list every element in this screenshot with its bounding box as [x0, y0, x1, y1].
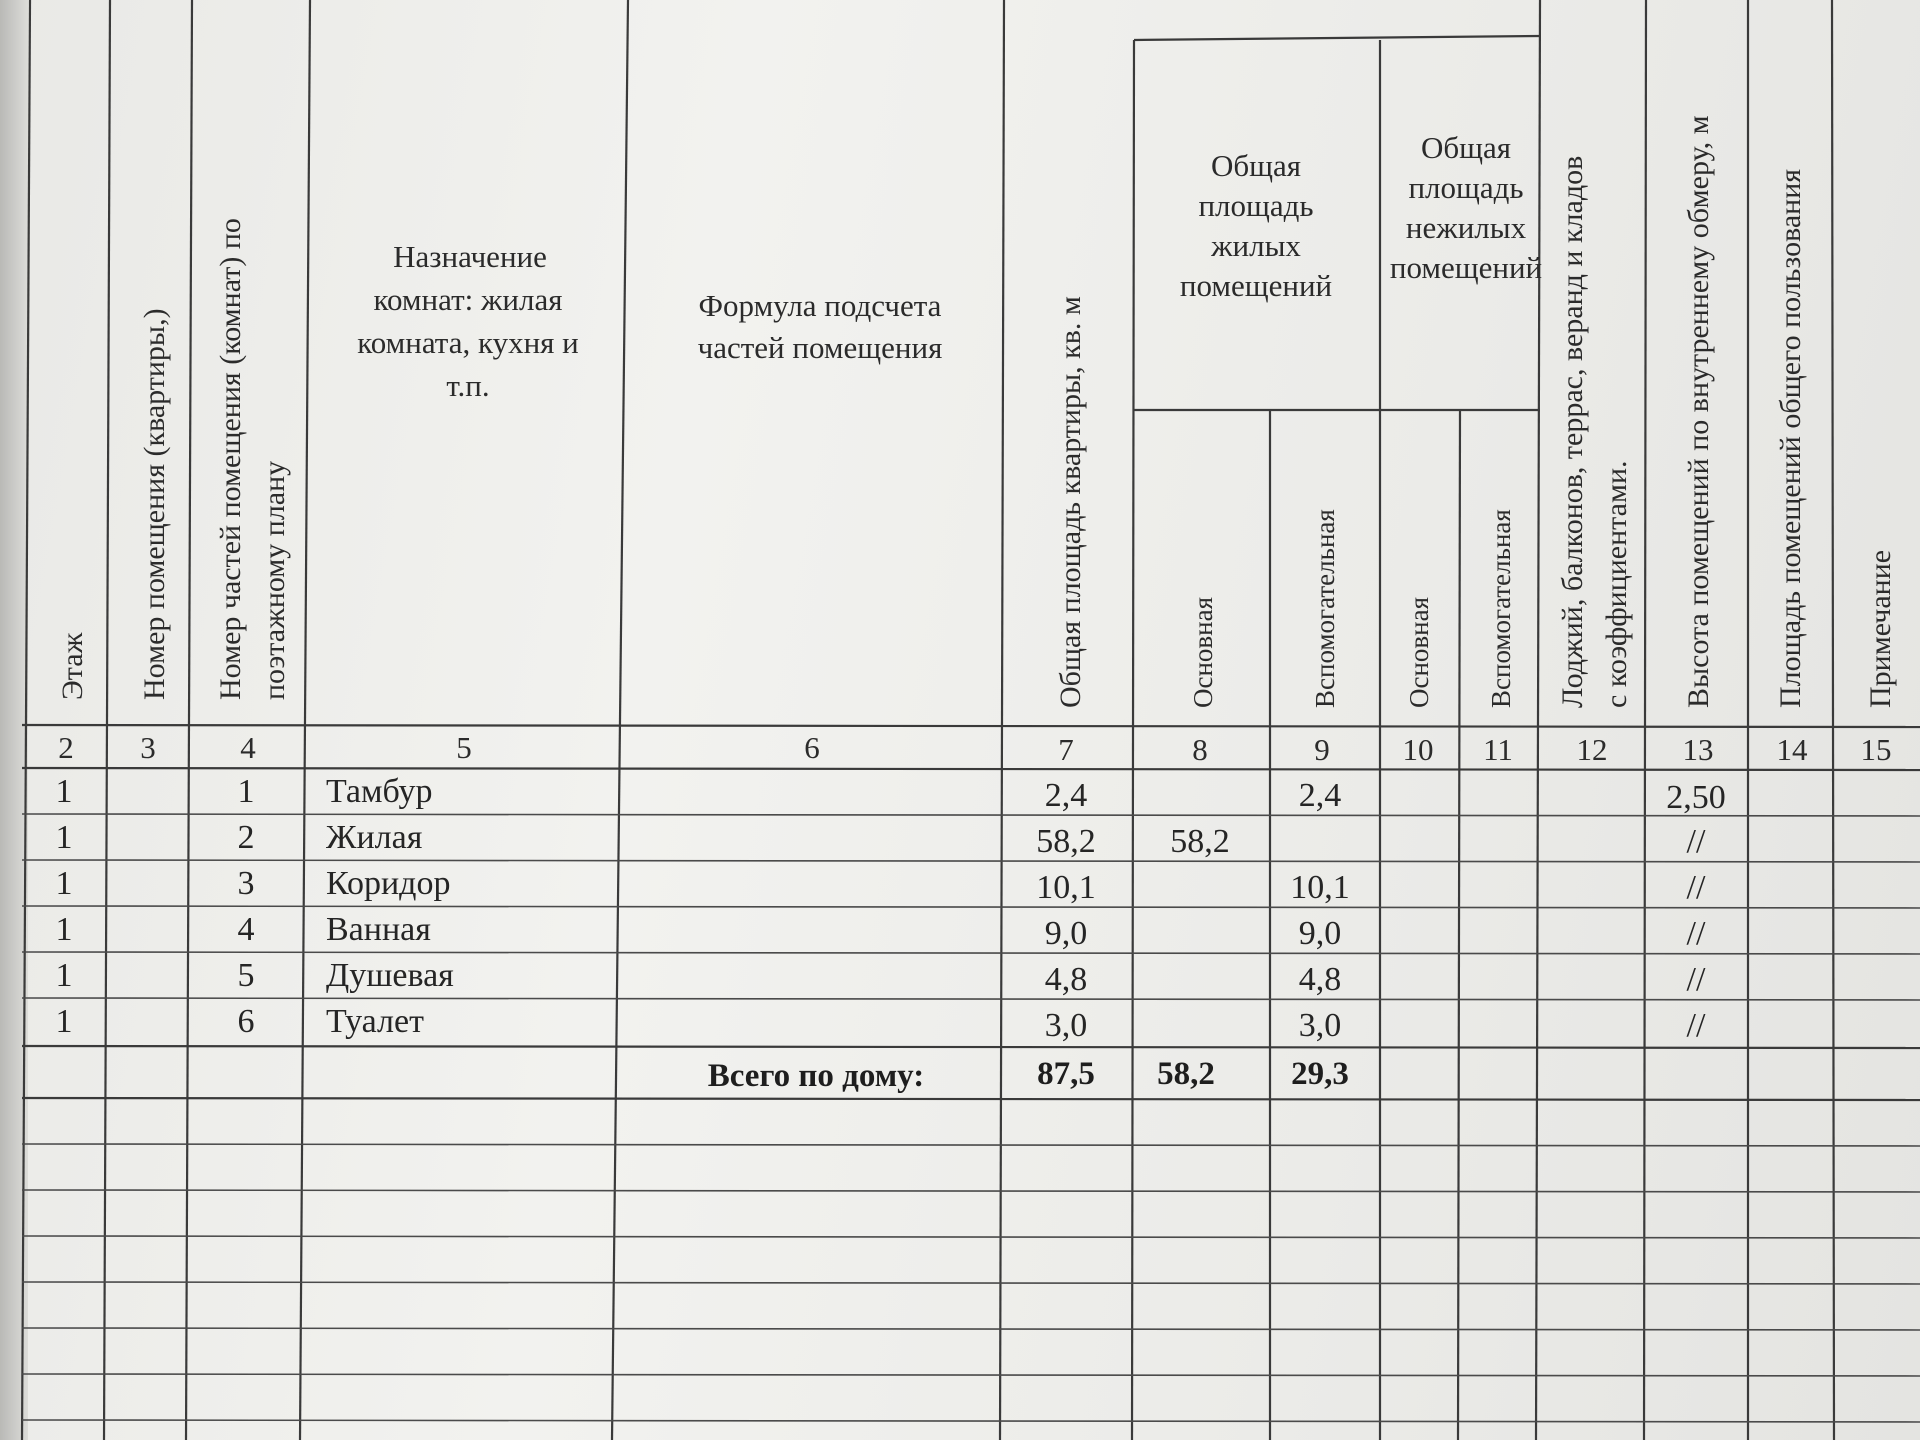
- cell-floor: 1: [55, 911, 73, 948]
- cell-total-area: 2,4: [1044, 777, 1088, 814]
- column-number-row: [58, 730, 1891, 767]
- header-nonliving-main: Основная: [1404, 596, 1434, 708]
- svg-text:нежилых: нежилых: [1405, 210, 1527, 245]
- cell-floor: 1: [55, 819, 73, 856]
- header-loggias-line1: Лоджий, балконов, террас, веранд и кладов: [1556, 155, 1589, 708]
- cell-purpose: Душевая: [326, 957, 454, 994]
- cell-living-aux: 3,0: [1298, 1007, 1342, 1044]
- header-apartment-number: Номер помещения (квартиры,): [138, 308, 171, 700]
- svg-text:площадь: площадь: [1198, 188, 1314, 223]
- table-grid: [22, 0, 1920, 1440]
- cell-purpose: Коридор: [326, 865, 451, 902]
- svg-text:помещений: помещений: [1389, 250, 1543, 285]
- header-loggias-line2: с коэффициентами.: [1600, 460, 1633, 708]
- cell-height: //: [1686, 961, 1706, 998]
- svg-text:т.п.: т.п.: [446, 368, 490, 403]
- header-formula: [698, 288, 943, 365]
- cell-part-number: 4: [237, 911, 255, 948]
- cell-total-area: 10,1: [1036, 869, 1096, 906]
- cell-purpose: Туалет: [326, 1003, 424, 1040]
- totals-total-area: 87,5: [1037, 1056, 1095, 1092]
- totals-row: [708, 1056, 1349, 1094]
- column-number: 2: [58, 730, 74, 765]
- header-part-number-line1: Номер частей помещения (комнат) по: [214, 218, 247, 700]
- header-note: Примечание: [1864, 549, 1897, 708]
- column-number: 12: [1576, 732, 1608, 767]
- cell-part-number: 1: [237, 773, 255, 810]
- column-number: 7: [1058, 732, 1074, 767]
- table-row: [56, 773, 1726, 816]
- cell-total-area: 58,2: [1036, 823, 1096, 860]
- cell-living-aux: 10,1: [1290, 869, 1350, 906]
- header-height: Высота помещений по внутреннему обмеру, м: [1682, 115, 1715, 708]
- cell-part-number: 2: [237, 819, 255, 856]
- column-number: 3: [140, 730, 156, 765]
- cell-living-aux: 4,8: [1298, 961, 1342, 998]
- cell-height: //: [1686, 915, 1706, 952]
- header-common-area: Площадь помещений общего пользования: [1774, 168, 1807, 708]
- header-nonliving-auxiliary: Вспомогательная: [1486, 509, 1516, 708]
- svg-text:Формула подсчета: Формула подсчета: [698, 288, 942, 323]
- column-number: 13: [1682, 732, 1714, 767]
- cell-height: //: [1686, 1007, 1706, 1044]
- svg-text:площадь: площадь: [1408, 170, 1524, 205]
- cell-total-area: 4,8: [1044, 961, 1088, 998]
- totals-living-aux: 29,3: [1291, 1056, 1349, 1092]
- cell-total-area: 9,0: [1044, 915, 1088, 952]
- column-number: 4: [240, 730, 256, 765]
- svg-text:Общая: Общая: [1210, 148, 1302, 183]
- column-number: 8: [1192, 732, 1208, 767]
- cell-purpose: Ванная: [326, 911, 431, 948]
- cell-floor: 1: [55, 865, 73, 902]
- cell-height: 2,50: [1666, 779, 1726, 816]
- cell-living-aux: 9,0: [1298, 915, 1342, 952]
- column-number: 11: [1483, 732, 1513, 767]
- cell-floor: 1: [55, 957, 73, 994]
- column-number: 5: [456, 730, 472, 765]
- column-number: 15: [1860, 732, 1892, 767]
- svg-text:комнат: жилая: комнат: жилая: [373, 282, 563, 317]
- cell-purpose: Тамбур: [326, 773, 433, 810]
- svg-text:Общая: Общая: [1420, 130, 1512, 165]
- cell-living-main: 58,2: [1170, 823, 1230, 860]
- cell-purpose: Жилая: [326, 819, 423, 856]
- column-number: 14: [1776, 732, 1808, 767]
- header-purpose: [357, 239, 579, 403]
- svg-text:помещений: помещений: [1179, 268, 1333, 303]
- cell-part-number: 5: [237, 957, 255, 994]
- svg-text:жилых: жилых: [1211, 228, 1301, 263]
- header-living-auxiliary: Вспомогательная: [1310, 509, 1340, 708]
- header-living-main: Основная: [1188, 596, 1218, 708]
- header-living-group: [1180, 148, 1332, 303]
- cell-part-number: 6: [237, 1003, 255, 1040]
- cell-height: //: [1686, 823, 1706, 860]
- header-total-area: Общая площадь квартиры, кв. м: [1054, 296, 1087, 708]
- column-number: 10: [1402, 732, 1434, 767]
- svg-text:Назначение: Назначение: [393, 239, 547, 274]
- cell-height: //: [1686, 869, 1706, 906]
- header-floor: Этаж: [56, 632, 89, 700]
- header-part-number-line2: поэтажному плану: [258, 460, 291, 700]
- cell-living-aux: 2,4: [1298, 777, 1342, 814]
- cell-floor: 1: [55, 1003, 73, 1040]
- cell-part-number: 3: [237, 865, 255, 902]
- svg-text:комната, кухня и: комната, кухня и: [357, 325, 579, 360]
- totals-living-main: 58,2: [1157, 1056, 1215, 1092]
- column-number: 6: [804, 730, 820, 765]
- cell-floor: 1: [55, 773, 73, 810]
- column-number: 9: [1314, 732, 1330, 767]
- totals-label: Всего по дому:: [707, 1058, 925, 1094]
- svg-text:частей помещения: частей помещения: [697, 330, 943, 365]
- header-nonliving-group: [1390, 130, 1542, 285]
- cell-total-area: 3,0: [1044, 1007, 1088, 1044]
